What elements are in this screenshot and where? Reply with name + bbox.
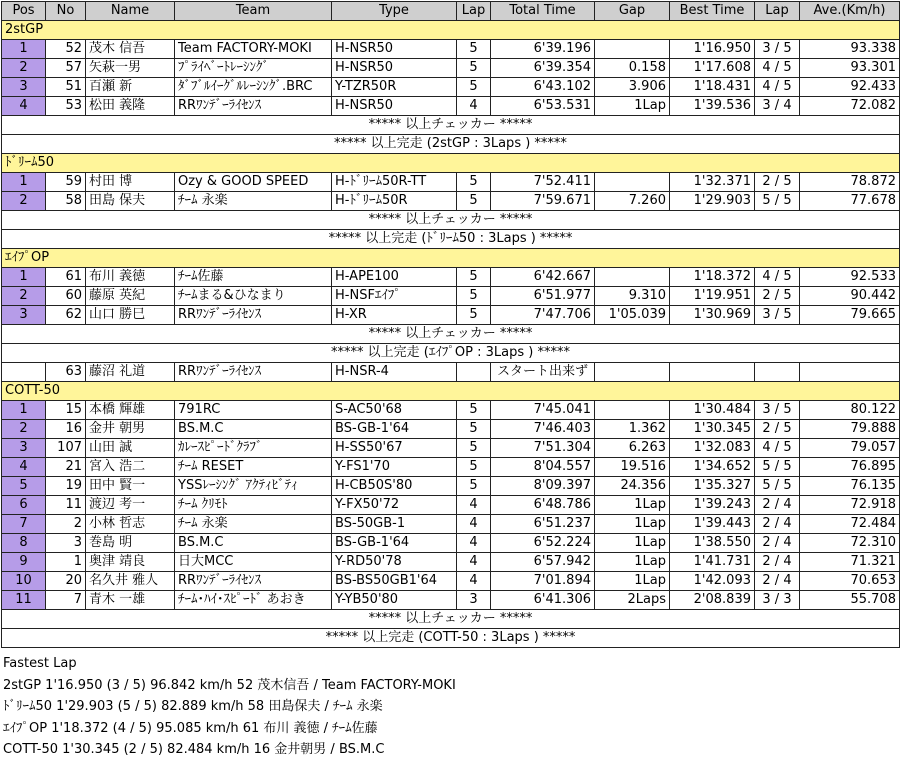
lap-count-cell [457,363,491,382]
best-time-cell: 1'41.731 [670,553,755,572]
lap-count-cell: 5 [457,173,491,192]
machine-type-cell: H-NSR50 [332,97,457,116]
car-number-cell: 20 [46,572,86,591]
team-cell: Team FACTORY-MOKI [175,40,332,59]
dns-status-cell: スタート出来ず [491,363,595,382]
machine-type-cell: H-ﾄﾞﾘｰﾑ50R-TT [332,173,457,192]
team-cell: ﾌﾟﾗｲﾍﾞｰﾄﾚｰｼﾝｸﾞ [175,59,332,78]
total-time-cell: 6'48.786 [491,496,595,515]
total-time-cell: 7'47.706 [491,306,595,325]
lap-count-cell: 4 [457,534,491,553]
best-lap-cell: 4 / 5 [755,268,800,287]
finish-note-row [2,230,900,249]
best-time-cell: 1'18.431 [670,78,755,97]
best-lap-cell: 3 / 5 [755,40,800,59]
header-total-time: Total Time [491,2,595,21]
pos-cell: 7 [2,515,46,534]
machine-type-cell: H-SS50'67 [332,439,457,458]
total-time-cell: 8'04.557 [491,458,595,477]
checker-note: ***** 以上チェッカー ***** [2,610,900,629]
best-time-cell: 1'34.652 [670,458,755,477]
total-time-cell: 6'43.102 [491,78,595,97]
lap-count-cell: 5 [457,192,491,211]
header-row [2,2,900,21]
best-time-cell: 1'17.608 [670,59,755,78]
best-lap-cell: 5 / 5 [755,477,800,496]
pos-cell [2,363,46,382]
best-time-cell: 1'19.951 [670,287,755,306]
pos-cell: 2 [2,192,46,211]
team-cell: RRﾜﾝﾃﾞｰﾗｲｾﾝｽ [175,306,332,325]
best-lap-cell: 2 / 5 [755,420,800,439]
pos-cell: 1 [2,40,46,59]
checker-note-row [2,116,900,135]
class-name: ﾄﾞﾘｰﾑ50 [2,154,900,173]
pos-cell: 11 [2,591,46,610]
average-speed-cell [800,363,900,382]
result-row [2,59,900,78]
result-row [2,97,900,116]
gap-cell: 2Laps [595,591,670,610]
result-row [2,477,900,496]
rider-name-cell: 山口 勝巳 [86,306,175,325]
best-lap-cell: 3 / 4 [755,97,800,116]
rider-name-cell: 藤沼 礼道 [86,363,175,382]
best-time-cell: 1'16.950 [670,40,755,59]
result-row [2,591,900,610]
gap-cell [595,173,670,192]
average-speed-cell: 90.442 [800,287,900,306]
best-lap-cell: 2 / 4 [755,572,800,591]
checker-note-row [2,325,900,344]
rider-name-cell: 村田 博 [86,173,175,192]
result-row [2,458,900,477]
result-row [2,439,900,458]
rider-name-cell: 本橋 輝雄 [86,401,175,420]
pos-cell: 4 [2,97,46,116]
class-header-row [2,21,900,40]
pos-cell: 1 [2,173,46,192]
best-time-cell: 1'30.969 [670,306,755,325]
finish-note: ***** 以上完走 (2stGP : 3Laps ) ***** [2,135,900,154]
finish-note: ***** 以上完走 (ｴｲﾌﾟOP : 3Laps ) ***** [2,344,900,363]
best-lap-cell: 2 / 4 [755,496,800,515]
pos-cell: 3 [2,78,46,97]
average-speed-cell: 76.895 [800,458,900,477]
best-lap-cell: 2 / 4 [755,515,800,534]
machine-type-cell: H-CB50S'80 [332,477,457,496]
total-time-cell: 7'01.894 [491,572,595,591]
machine-type-cell: H-NSR-4 [332,363,457,382]
checker-note: ***** 以上チェッカー ***** [2,116,900,135]
machine-type-cell: H-NSR50 [332,59,457,78]
machine-type-cell: H-NSFｴｲﾌﾟ [332,287,457,306]
lap-count-cell: 4 [457,97,491,116]
car-number-cell: 60 [46,287,86,306]
results-body [2,21,900,648]
total-time-cell: 6'39.354 [491,59,595,78]
car-number-cell: 51 [46,78,86,97]
rider-name-cell: 青木 一雄 [86,591,175,610]
average-speed-cell: 72.918 [800,496,900,515]
rider-name-cell: 矢萩一男 [86,59,175,78]
gap-cell: 1'05.039 [595,306,670,325]
team-cell: ﾁｰﾑ 永楽 [175,515,332,534]
car-number-cell: 63 [46,363,86,382]
best-time-cell: 2'08.839 [670,591,755,610]
lap-count-cell: 5 [457,401,491,420]
total-time-cell: 6'42.667 [491,268,595,287]
rider-name-cell: 百瀬 新 [86,78,175,97]
result-row [2,534,900,553]
team-cell: ﾁｰﾑまる&ひなまり [175,287,332,306]
best-time-cell [670,363,755,382]
team-cell: ﾁｰﾑ佐藤 [175,268,332,287]
gap-cell: 1Lap [595,553,670,572]
machine-type-cell: H-ﾄﾞﾘｰﾑ50R [332,192,457,211]
pos-cell: 1 [2,401,46,420]
best-lap-cell: 2 / 4 [755,553,800,572]
gap-cell: 1Lap [595,534,670,553]
machine-type-cell: BS-BS50GB1'64 [332,572,457,591]
checker-note-row [2,610,900,629]
machine-type-cell: BS-GB-1'64 [332,420,457,439]
lap-count-cell: 5 [457,78,491,97]
result-row [2,306,900,325]
team-cell: YSSﾚｰｼﾝｸﾞ ｱｸﾃｨﾋﾞﾃｨ [175,477,332,496]
average-speed-cell: 70.653 [800,572,900,591]
total-time-cell: 6'51.237 [491,515,595,534]
best-time-cell: 1'29.903 [670,192,755,211]
lap-count-cell: 5 [457,458,491,477]
gap-cell [595,401,670,420]
result-row [2,287,900,306]
rider-name-cell: 田中 賢一 [86,477,175,496]
best-time-cell: 1'39.536 [670,97,755,116]
machine-type-cell: Y-RD50'78 [332,553,457,572]
gap-cell: 6.263 [595,439,670,458]
finish-note: ***** 以上完走 (ﾄﾞﾘｰﾑ50 : 3Laps ) ***** [2,230,900,249]
finish-note-row [2,629,900,648]
best-lap-cell: 2 / 5 [755,287,800,306]
result-row [2,173,900,192]
header-no: No [46,2,86,21]
class-name: COTT-50 [2,382,900,401]
lap-count-cell: 5 [457,306,491,325]
car-number-cell: 15 [46,401,86,420]
car-number-cell: 7 [46,591,86,610]
machine-type-cell: Y-TZR50R [332,78,457,97]
rider-name-cell: 巻島 明 [86,534,175,553]
results-table [1,1,900,648]
best-time-cell: 1'32.371 [670,173,755,192]
fastest-lap-line: ｴｲﾌﾟOP 1'18.372 (4 / 5) 95.085 km/h 61 布川 義徳 / ﾁｰﾑ佐藤 [3,720,378,736]
result-row [2,515,900,534]
best-lap-cell: 4 / 5 [755,439,800,458]
checker-note: ***** 以上チェッカー ***** [2,325,900,344]
checker-note-row [2,211,900,230]
gap-cell: 0.158 [595,59,670,78]
car-number-cell: 58 [46,192,86,211]
car-number-cell: 2 [46,515,86,534]
team-cell: RRﾜﾝﾃﾞｰﾗｲｾﾝｽ [175,363,332,382]
gap-cell: 9.310 [595,287,670,306]
best-lap-cell: 2 / 5 [755,173,800,192]
result-row [2,268,900,287]
car-number-cell: 59 [46,173,86,192]
pos-cell: 2 [2,59,46,78]
header-gap: Gap [595,2,670,21]
rider-name-cell: 宮入 浩二 [86,458,175,477]
machine-type-cell: Y-FX50'72 [332,496,457,515]
machine-type-cell: BS-GB-1'64 [332,534,457,553]
header-team: Team [175,2,332,21]
car-number-cell: 3 [46,534,86,553]
machine-type-cell: H-APE100 [332,268,457,287]
team-cell: BS.M.C [175,534,332,553]
average-speed-cell: 71.321 [800,553,900,572]
average-speed-cell: 92.533 [800,268,900,287]
fastest-lap-section [3,653,900,761]
pos-cell: 9 [2,553,46,572]
machine-type-cell: H-NSR50 [332,40,457,59]
dns-row [2,363,900,382]
total-time-cell: 6'51.977 [491,287,595,306]
car-number-cell: 53 [46,97,86,116]
total-time-cell: 7'52.411 [491,173,595,192]
lap-count-cell: 3 [457,591,491,610]
gap-cell [595,40,670,59]
average-speed-cell: 78.872 [800,173,900,192]
car-number-cell: 1 [46,553,86,572]
lap-count-cell: 4 [457,572,491,591]
header-pos: Pos [2,2,46,21]
class-header-row [2,382,900,401]
best-time-cell: 1'30.484 [670,401,755,420]
result-row [2,553,900,572]
gap-cell: 7.260 [595,192,670,211]
machine-type-cell: H-XR [332,306,457,325]
best-lap-cell: 4 / 5 [755,78,800,97]
total-time-cell: 6'41.306 [491,591,595,610]
average-speed-cell: 80.122 [800,401,900,420]
lap-count-cell: 5 [457,40,491,59]
lap-count-cell: 5 [457,439,491,458]
result-row [2,192,900,211]
average-speed-cell: 77.678 [800,192,900,211]
rider-name-cell: 茂木 信吾 [86,40,175,59]
rider-name-cell: 松田 義隆 [86,97,175,116]
rider-name-cell: 小林 哲志 [86,515,175,534]
header-ave: Ave.(Km/h) [800,2,900,21]
car-number-cell: 107 [46,439,86,458]
lap-count-cell: 4 [457,496,491,515]
team-cell: ｶﾚｰｽﾋﾟｰﾄﾞｸﾗﾌﾞ [175,439,332,458]
pos-cell: 3 [2,439,46,458]
team-cell: Ozy & GOOD SPEED [175,173,332,192]
rider-name-cell: 奥津 靖良 [86,553,175,572]
header-best-time: Best Time [670,2,755,21]
rider-name-cell: 渡辺 考一 [86,496,175,515]
fastest-lap-line: COTT-50 1'30.345 (2 / 5) 82.484 km/h 16 金井朝男 / BS.M.C [3,742,385,757]
car-number-cell: 62 [46,306,86,325]
finish-note: ***** 以上完走 (COTT-50 : 3Laps ) ***** [2,629,900,648]
finish-note-row [2,344,900,363]
result-row [2,40,900,59]
average-speed-cell: 72.082 [800,97,900,116]
result-row [2,420,900,439]
class-header-row [2,249,900,268]
average-speed-cell: 55.708 [800,591,900,610]
class-name: ｴｲﾌﾟOP [2,249,900,268]
car-number-cell: 21 [46,458,86,477]
lap-count-cell: 5 [457,59,491,78]
fastest-lap-line: ﾄﾞﾘｰﾑ50 1'29.903 (5 / 5) 82.889 km/h 58 田島保夫 / ﾁｰﾑ 永楽 [3,699,383,714]
average-speed-cell: 79.665 [800,306,900,325]
pos-cell: 5 [2,477,46,496]
lap-count-cell: 5 [457,268,491,287]
fastest-lap-line: 2stGP 1'16.950 (3 / 5) 96.842 km/h 52 茂木信吾 / Team FACTORY-MOKI [3,677,456,693]
lap-count-cell: 4 [457,515,491,534]
pos-cell: 2 [2,287,46,306]
average-speed-cell: 93.301 [800,59,900,78]
team-cell: ﾁｰﾑ ｸﾘﾓﾄ [175,496,332,515]
best-lap-cell: 5 / 5 [755,458,800,477]
best-time-cell: 1'42.093 [670,572,755,591]
total-time-cell: 7'59.671 [491,192,595,211]
average-speed-cell: 79.057 [800,439,900,458]
class-name: 2stGP [2,21,900,40]
rider-name-cell: 布川 義徳 [86,268,175,287]
car-number-cell: 52 [46,40,86,59]
car-number-cell: 61 [46,268,86,287]
car-number-cell: 16 [46,420,86,439]
team-cell: BS.M.C [175,420,332,439]
pos-cell: 10 [2,572,46,591]
best-time-cell: 1'38.550 [670,534,755,553]
team-cell: ﾀﾞﾌﾞﾙｲｰｸﾞﾙﾚｰｼﾝｸﾞ.BRC [175,78,332,97]
best-time-cell: 1'35.327 [670,477,755,496]
best-lap-cell: 3 / 3 [755,591,800,610]
result-row [2,496,900,515]
best-lap-cell [755,363,800,382]
gap-cell: 1Lap [595,515,670,534]
best-time-cell: 1'39.243 [670,496,755,515]
gap-cell: 19.516 [595,458,670,477]
team-cell: ﾁｰﾑ･ﾊｲ･ｽﾋﾟｰﾄﾞ あおき [175,591,332,610]
result-row [2,78,900,97]
total-time-cell: 7'46.403 [491,420,595,439]
header-type: Type [332,2,457,21]
rider-name-cell: 山田 誠 [86,439,175,458]
average-speed-cell: 72.484 [800,515,900,534]
pos-cell: 4 [2,458,46,477]
gap-cell: 1Lap [595,496,670,515]
best-lap-cell: 2 / 4 [755,534,800,553]
best-time-cell: 1'18.372 [670,268,755,287]
total-time-cell: 6'52.224 [491,534,595,553]
average-speed-cell: 92.433 [800,78,900,97]
lap-count-cell: 5 [457,287,491,306]
team-cell: ﾁｰﾑ 永楽 [175,192,332,211]
lap-count-cell: 5 [457,420,491,439]
average-speed-cell: 72.310 [800,534,900,553]
header-lap: Lap [457,2,491,21]
finish-note-row [2,135,900,154]
team-cell: RRﾜﾝﾃﾞｰﾗｲｾﾝｽ [175,97,332,116]
pos-cell: 3 [2,306,46,325]
car-number-cell: 57 [46,59,86,78]
total-time-cell: 7'45.041 [491,401,595,420]
rider-name-cell: 名久井 雅人 [86,572,175,591]
pos-cell: 2 [2,420,46,439]
team-cell: ﾁｰﾑ RESET [175,458,332,477]
average-speed-cell: 93.338 [800,40,900,59]
average-speed-cell: 79.888 [800,420,900,439]
rider-name-cell: 田島 保夫 [86,192,175,211]
best-time-cell: 1'39.443 [670,515,755,534]
team-cell: 791RC [175,401,332,420]
average-speed-cell: 76.135 [800,477,900,496]
car-number-cell: 19 [46,477,86,496]
machine-type-cell: BS-50GB-1 [332,515,457,534]
machine-type-cell: Y-YB50'80 [332,591,457,610]
lap-count-cell: 5 [457,477,491,496]
total-time-cell: 6'39.196 [491,40,595,59]
gap-cell [595,363,670,382]
best-time-cell: 1'32.083 [670,439,755,458]
rider-name-cell: 金井 朝男 [86,420,175,439]
team-cell: 日大MCC [175,553,332,572]
rider-name-cell: 藤原 英紀 [86,287,175,306]
fastest-lap-title: Fastest Lap [3,656,77,671]
pos-cell: 8 [2,534,46,553]
best-lap-cell: 4 / 5 [755,59,800,78]
checker-note: ***** 以上チェッカー ***** [2,211,900,230]
total-time-cell: 8'09.397 [491,477,595,496]
team-cell: RRﾜﾝﾃﾞｰﾗｲｾﾝｽ [175,572,332,591]
gap-cell: 24.356 [595,477,670,496]
best-time-cell: 1'30.345 [670,420,755,439]
pos-cell: 1 [2,268,46,287]
header-best-lap: Lap [755,2,800,21]
best-lap-cell: 3 / 5 [755,401,800,420]
result-row [2,401,900,420]
pos-cell: 6 [2,496,46,515]
gap-cell: 1Lap [595,97,670,116]
result-row [2,572,900,591]
gap-cell [595,268,670,287]
best-lap-cell: 5 / 5 [755,192,800,211]
best-lap-cell: 3 / 5 [755,306,800,325]
class-header-row [2,154,900,173]
gap-cell: 1.362 [595,420,670,439]
total-time-cell: 7'51.304 [491,439,595,458]
total-time-cell: 6'57.942 [491,553,595,572]
machine-type-cell: Y-FS1'70 [332,458,457,477]
gap-cell: 1Lap [595,572,670,591]
total-time-cell: 6'53.531 [491,97,595,116]
machine-type-cell: S-AC50'68 [332,401,457,420]
gap-cell: 3.906 [595,78,670,97]
car-number-cell: 11 [46,496,86,515]
header-name: Name [86,2,175,21]
lap-count-cell: 4 [457,553,491,572]
